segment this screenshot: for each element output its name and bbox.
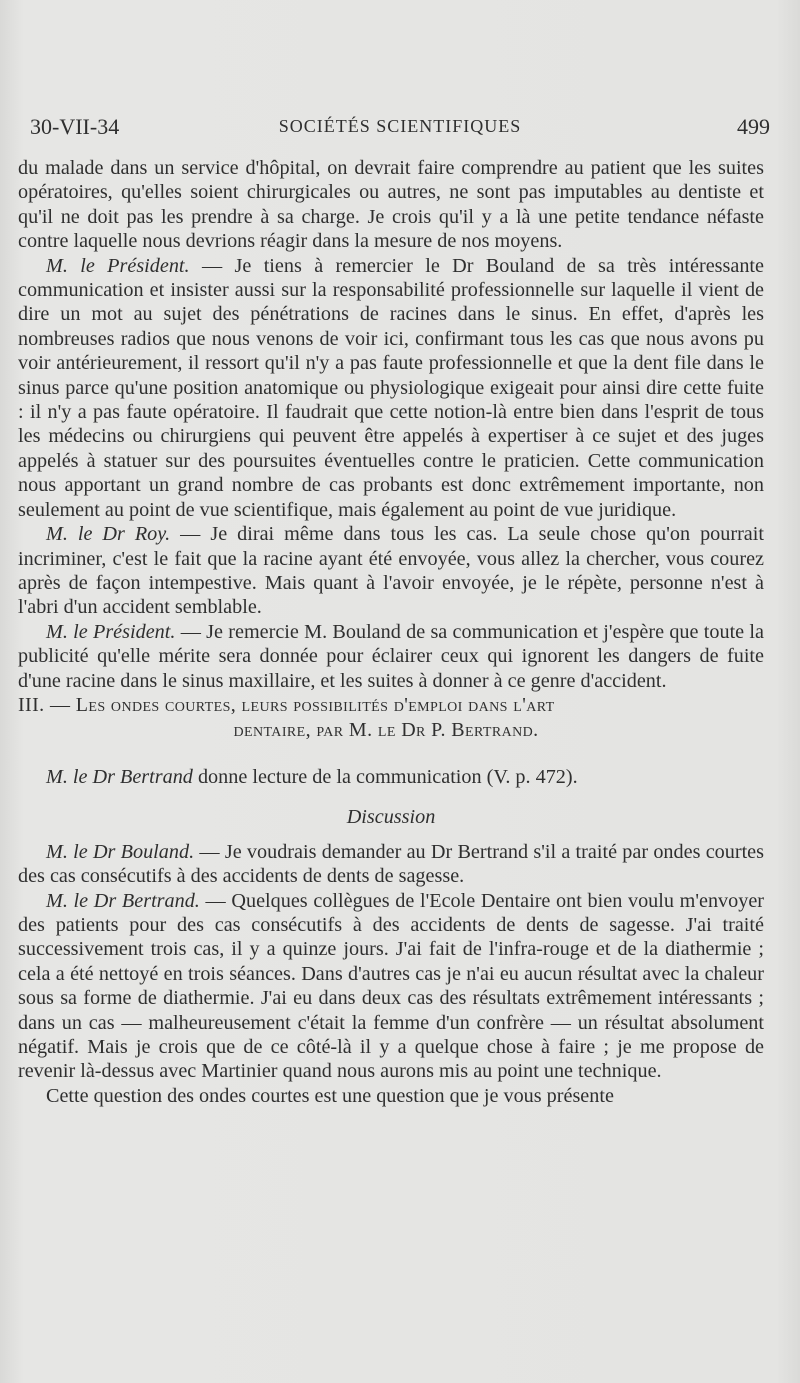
paragraph — [18, 889, 764, 1084]
paragraph — [18, 156, 764, 254]
paragraph-text: — Je remercie M. Bouland de sa communication et j'espère que toute la publicité qu'elle mérite sera donnée pour éclairer ceux qui ignorent les dangers de fuite d'une racine dans le sinus maxillaire, et les suites à donner à ce genre d'accident. — [18, 620, 764, 692]
speaker: M. le Dr Bertrand — [46, 765, 193, 788]
speaker: M. le Président. — [46, 254, 190, 277]
header-page-number: 499 — [737, 114, 770, 139]
paragraph — [18, 840, 764, 889]
page-header — [30, 110, 770, 146]
paragraph — [18, 620, 764, 693]
paragraph-text: Cette question des ondes courtes est une question que je vous présente — [46, 1084, 614, 1107]
speaker: M. le Dr Bouland. — [46, 840, 195, 863]
page-body — [18, 156, 764, 1108]
intro-paragraph — [18, 765, 764, 789]
paragraph — [18, 1084, 764, 1108]
discussion-heading: Discussion — [346, 806, 436, 829]
paragraph — [18, 522, 764, 620]
section-title — [18, 693, 764, 743]
paragraph-text: — Je tiens à remercier le Dr Bouland de sa très intéressante communication et insister aussi sur la responsabilité professionnelle sur laquelle il vient de dire un mot au sujet des pénétrations de racines dans le sinus. En effet, d'après les nombreuses radios que nous venons de voir ici, confirmant tous les cas que nous avons pu voir antérieurement, il ressort qu'il n'y a pas faute professionnelle et que la dent file dans le sinus parce qu'une position anatomique ou physiologique exigeait pour ainsi dire cette fuite : il n'y a pas faute opératoire. Il faudrait que cette notion-là entre bien dans l'esprit de tous les médecins ou chirurgiens qui peuvent être appelés à expertiser à ce sujet et des juges appelés à statuer sur des poursuites éventuelles contre le praticien. Cette communication nous apportant un grand nombre de cas probants est donc extrêmement importante, non seulement au point de vue scientifique, mais également au point de vue juridique. — [18, 254, 764, 521]
paragraph — [18, 254, 764, 522]
paragraph-text: — Quelques collègues de l'Ecole Dentaire ont bien voulu m'envoyer des patients pour des cas consécutifs à des accidents de dents de sagesse. J'ai traité successivement trois cas, il y a quinze jours. J'ai fait de l'infra-rouge et de la diathermie ; cela a été nettoyé en trois séances. Dans d'autres cas je n'ai eu aucun résultat avec la chaleur sous sa forme de diathermie. J'ai eu dans deux cas des résultats extrêmement intéressants ; dans un cas — malheureusement c'était la femme d'un confrère — un résultat absolument négatif. Mais je crois que de ce côté-là il y a quelque chose à faire ; je me propose de revenir là-dessus avec Martinier quand nous aurons mis au point une technique. — [18, 889, 764, 1083]
header-section: SOCIÉTÉS SCIENTIFIQUES — [278, 116, 522, 136]
speaker: M. le Président. — [46, 620, 176, 643]
paragraph-text: — Je dirai même dans tous les cas. La seule chose qu'on pourrait incriminer, c'est le fait que la racine ayant été envoyée, vous allez la chercher, vous courez après de façon intempestive. Mais quant à l'avoir envoyée, je le répète, personne n'est à l'abri d'un accident semblable. — [18, 523, 764, 619]
paragraph-text: — Je voudrais demander au Dr Bertrand s'il a traité par ondes courtes des cas consécutifs à des accidents de dents de sagesse. — [18, 840, 764, 888]
speaker: M. le Dr Bertrand. — [46, 889, 200, 912]
paragraph-text: du malade dans un service d'hôpital, on devrait faire comprendre au patient que les suites opératoires, qu'elles soient chirurgicales ou autres, ne sont pas imputables au dentiste et qu'il ne doit pas les prendre à sa charge. Je crois qu'il y a là une petite tendance néfaste contre laquelle nous devrions réagir dans la mesure de nos moyens. — [18, 157, 764, 253]
section-title-line1: III. — Les ondes courtes, leurs possibilités d'emploi dans l'art — [18, 693, 555, 716]
paragraph-text: donne lecture de la communication (V. p. 472). — [192, 765, 578, 788]
header-date: 30-VII-34 — [30, 114, 120, 139]
section-title-line2: dentaire, par M. le Dr P. Bertrand. — [233, 718, 539, 741]
speaker: M. le Dr Roy. — [46, 523, 171, 546]
